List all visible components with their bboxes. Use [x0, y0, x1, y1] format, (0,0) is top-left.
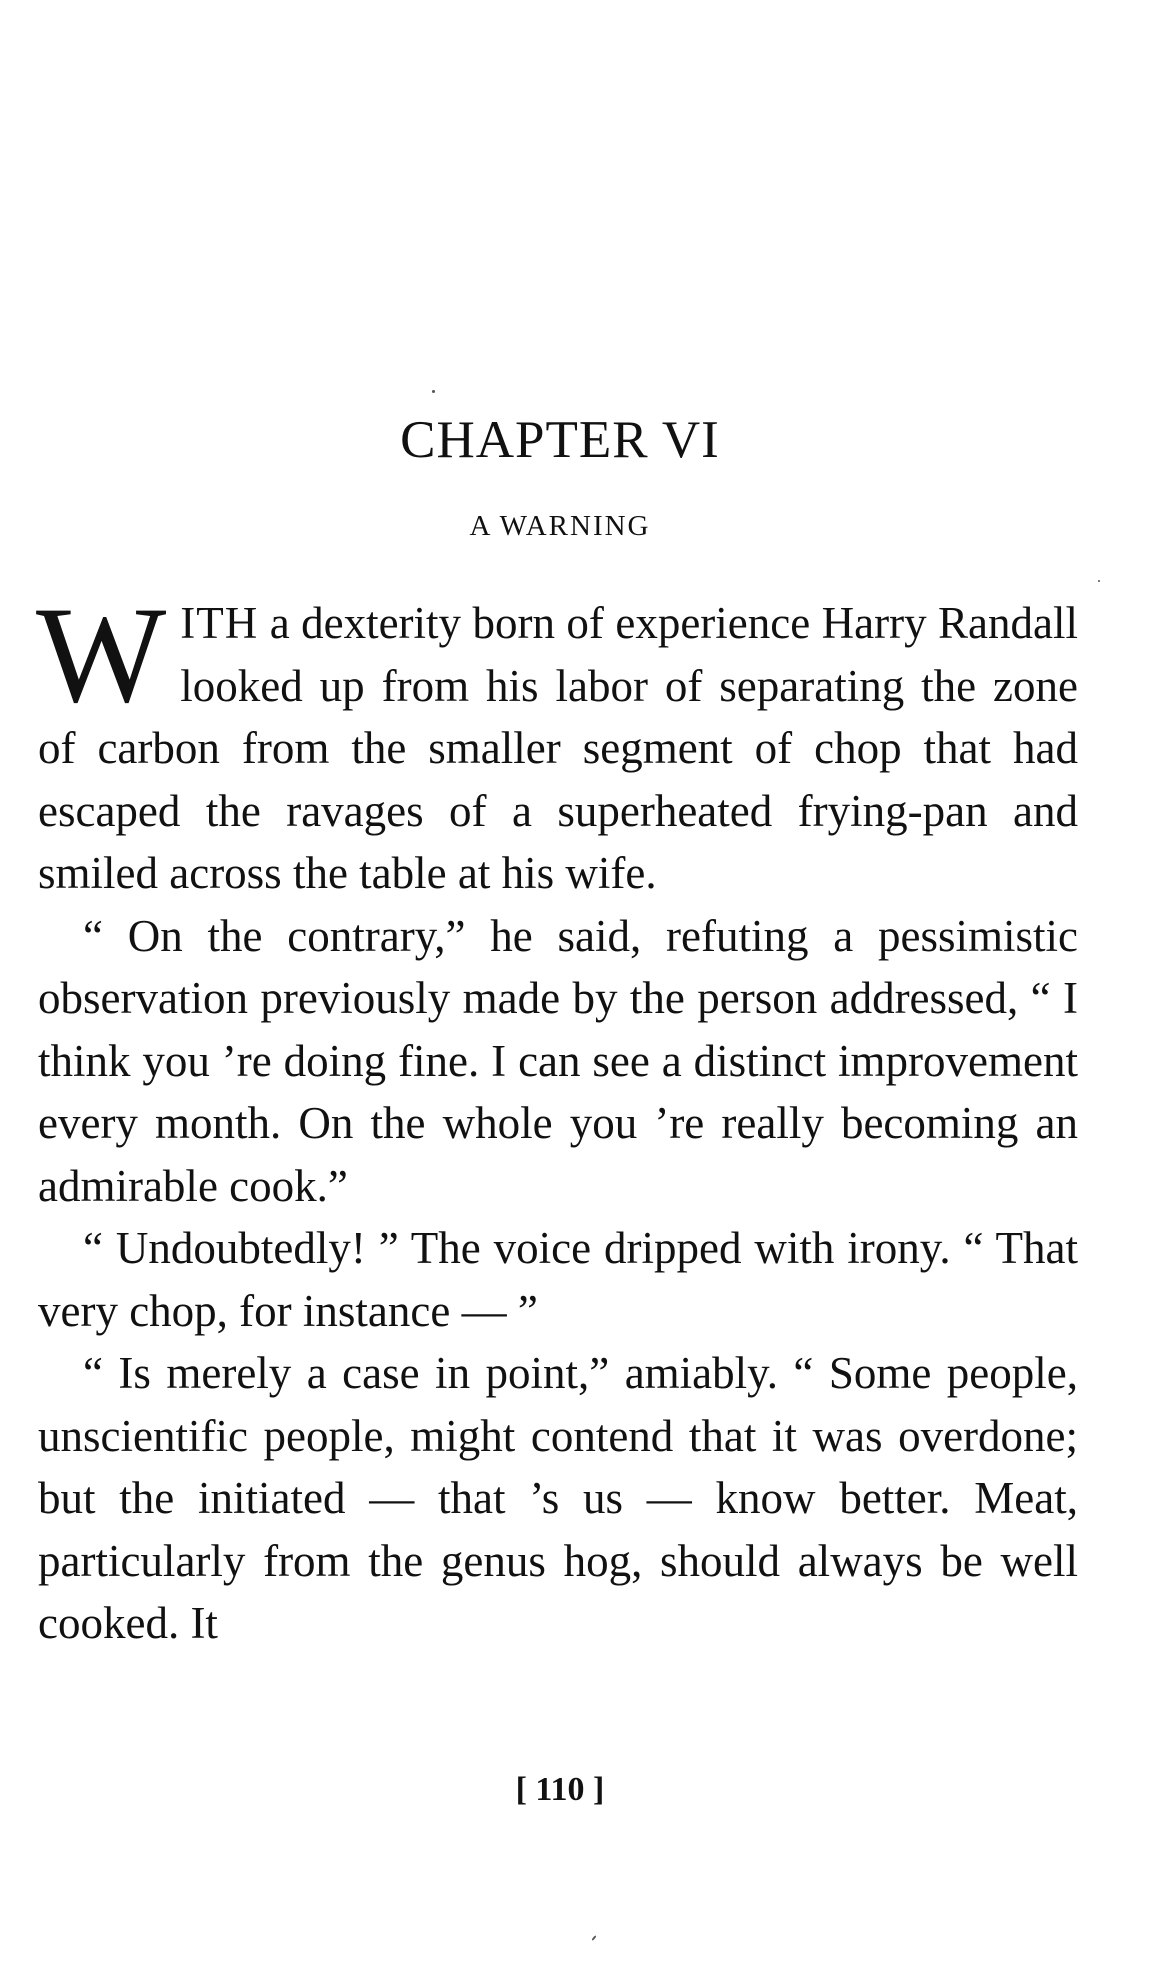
chapter-subtitle: A WARNING — [469, 510, 651, 542]
paragraph-1 — [36, 578, 1078, 905]
scan-speck — [1098, 580, 1100, 582]
scan-speck — [432, 390, 435, 393]
paragraph-4: “ Is merely a case in point,” amiably. “ Some people, unscientific people, might contend that it was overdone; but the initiated — that ’s us — know better. Meat, particularly from the genus hog, should always be well cooked. It — [38, 1348, 1078, 1648]
chapter-title: CHAPTER VI — [400, 411, 720, 469]
chapter-body — [36, 578, 1078, 1655]
page-number: [ 110 ] — [515, 1771, 605, 1808]
drop-cap: W — [36, 578, 167, 731]
paragraph-2: “ On the contrary,” he said, refuting a pessimistic observation previously made by the person addressed, “ I think you ’re doing fine. I can see a distinct improvement every month. On the whole you ’re really becoming an admirable cook.” — [38, 910, 1078, 1211]
first-word-rest: ITH — [180, 598, 259, 648]
paragraph-text: a dexterity born of experience Harry Randall looked up from his labor of separating the zone of carbon from the smaller segment of chop that had escaped the ravages of a superheated frying-pan and smiled across the table at his wife. — [38, 598, 1078, 898]
scan-speck — [591, 1935, 596, 1941]
paragraph-3: “ Undoubtedly! ” The voice dripped with irony. “ That very chop, for instance — ” — [38, 1223, 1078, 1336]
